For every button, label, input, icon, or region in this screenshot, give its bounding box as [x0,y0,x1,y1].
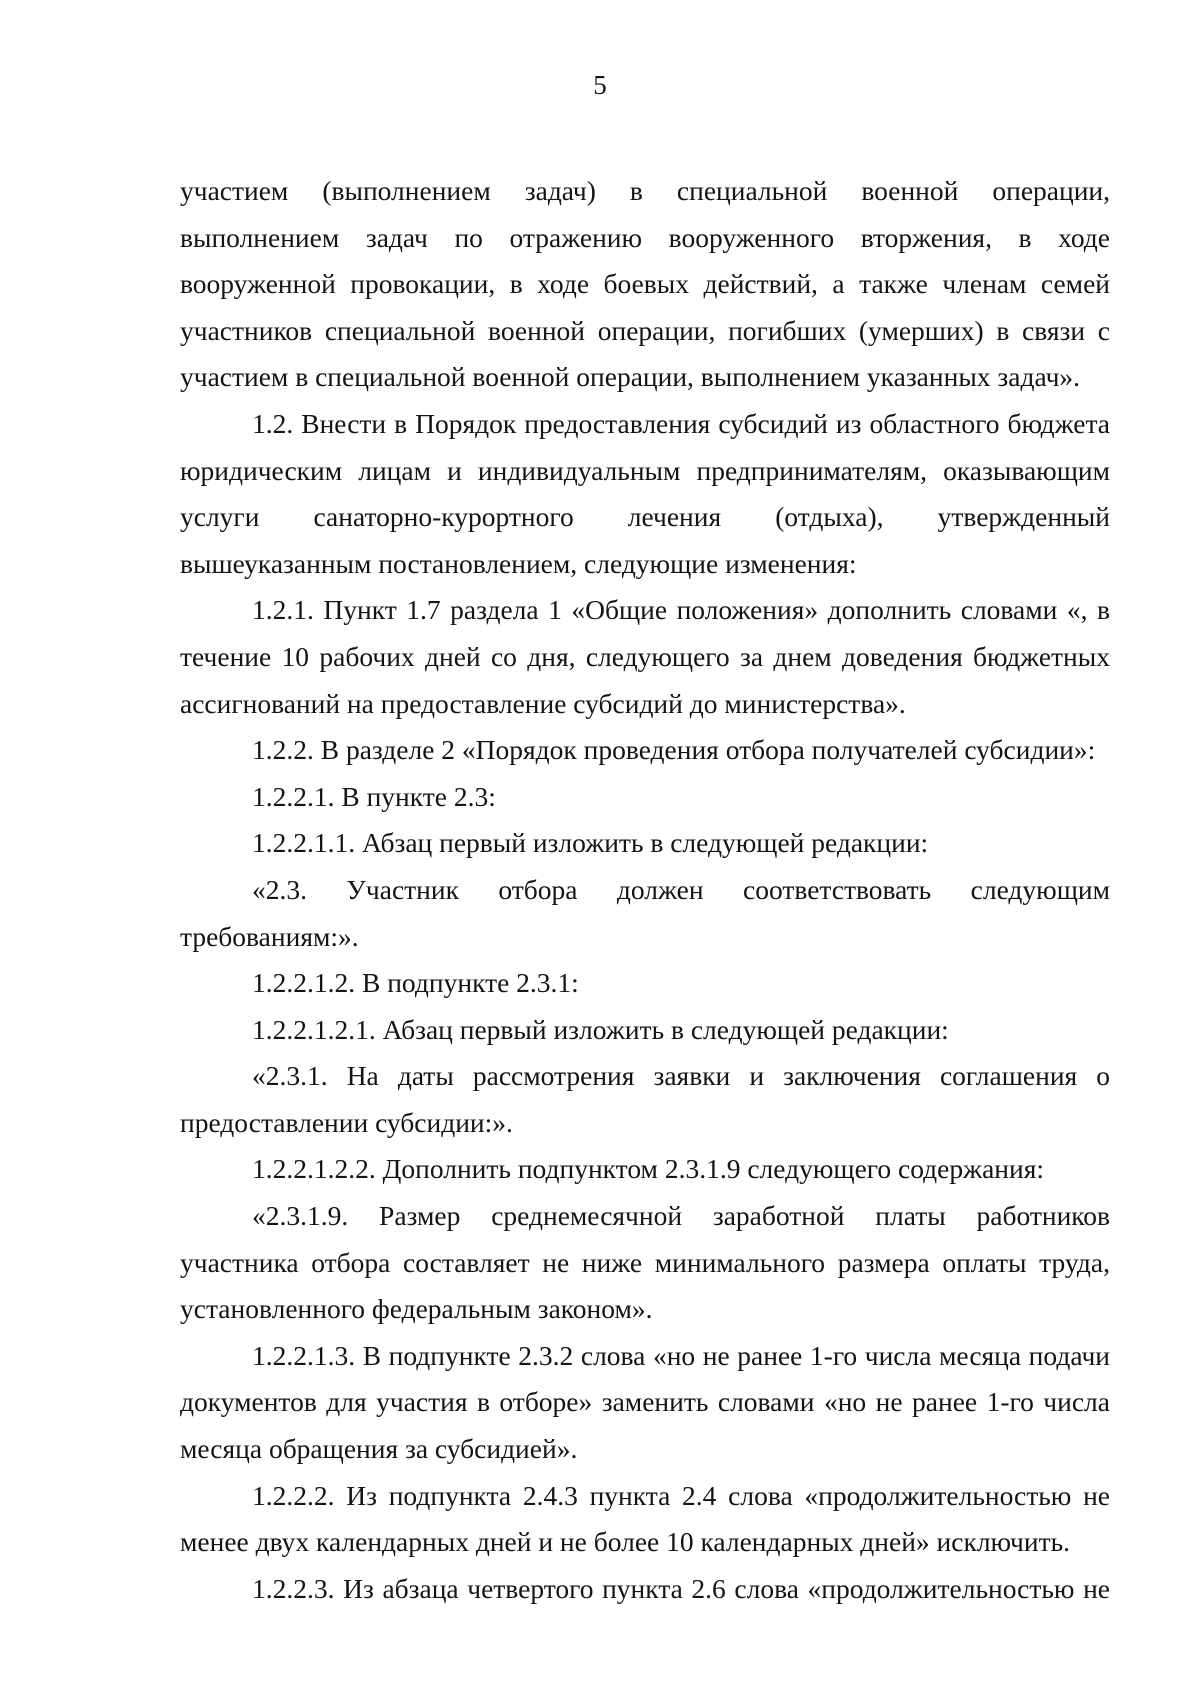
page-number: 5 [593,70,607,100]
paragraph-1-2-2: 1.2.2. В разделе 2 «Порядок проведения отбора получателей субсидии»: [252,734,1096,766]
paragraph-quote-2-3-1-9: «2.3.1.9. Размер среднемесячной заработной платы работников участника отбора составляет не ниже минимального размера оплаты труда, установленного федеральным законом». [180,1200,1110,1325]
paragraph-1-2-2-2: 1.2.2.2. Из подпункта 2.4.3 пункта 2.4 слова «продолжительностью не менее двух календарных дней и не более 10 календарных дней» исключить. [180,1479,1110,1558]
paragraph-1-2: 1.2. Внести в Порядок предоставления субсидий из областного бюджета юридическим лицам и индивидуальным предпринимателям, оказывающим услуги санаторно-курортного лечения (отдыха), утвержденный вышеуказанным постановлением, следующие изменения: [180,407,1110,579]
paragraph-1-2-2-1-1: 1.2.2.1.1. Абзац первый изложить в следующей редакции: [252,827,929,859]
paragraph-quote-2-3-1: «2.3.1. На даты рассмотрения заявки и заключения соглашения о предоставлении субсидии:». [180,1060,1110,1138]
paragraph-1-2-2-1-2-2: 1.2.2.1.2.2. Дополнить подпунктом 2.3.1.9 следующего содержания: [252,1153,1045,1185]
paragraph-1-2-2-1-2-1: 1.2.2.1.2.1. Абзац первый изложить в следующей редакции: [252,1013,949,1045]
paragraph-1-2-1: 1.2.1. Пункт 1.7 раздела 1 «Общие положения» дополнить словами «, в течение 10 рабочих дней со дня, следующего за днем доведения бюджетных ассигнований на предоставление субсидий до министерства». [180,594,1110,719]
paragraph-quote-2-3: «2.3. Участник отбора должен соответствовать следующим требованиям:». [180,873,1110,952]
paragraph-1-2-2-1-3: 1.2.2.1.3. В подпункте 2.3.2 слова «но не ранее 1-го числа месяца подачи документов для участия в отборе» заменить словами «но не ранее 1-го числа месяца обращения за субсидией». [180,1339,1110,1465]
document-body [180,168,1110,1612]
paragraph-continuation: участием (выполнением задач) в специальной военной операции, выполнением задач по отражению вооруженного вторжения, в ходе вооруженной провокации, в ходе боевых действий, а также членам семей участников специальной военной операции, погибших (умерших) в связи с участием в специальной военной операции, выполнением указанных задач». [180,175,1110,393]
paragraph-1-2-2-3: 1.2.2.3. Из абзаца четвертого пункта 2.6 слова «продолжительностью не [252,1572,1110,1604]
paragraph-1-2-2-1-2: 1.2.2.1.2. В подпункте 2.3.1: [252,967,579,999]
paragraph-1-2-2-1: 1.2.2.1. В пункте 2.3: [252,780,496,812]
